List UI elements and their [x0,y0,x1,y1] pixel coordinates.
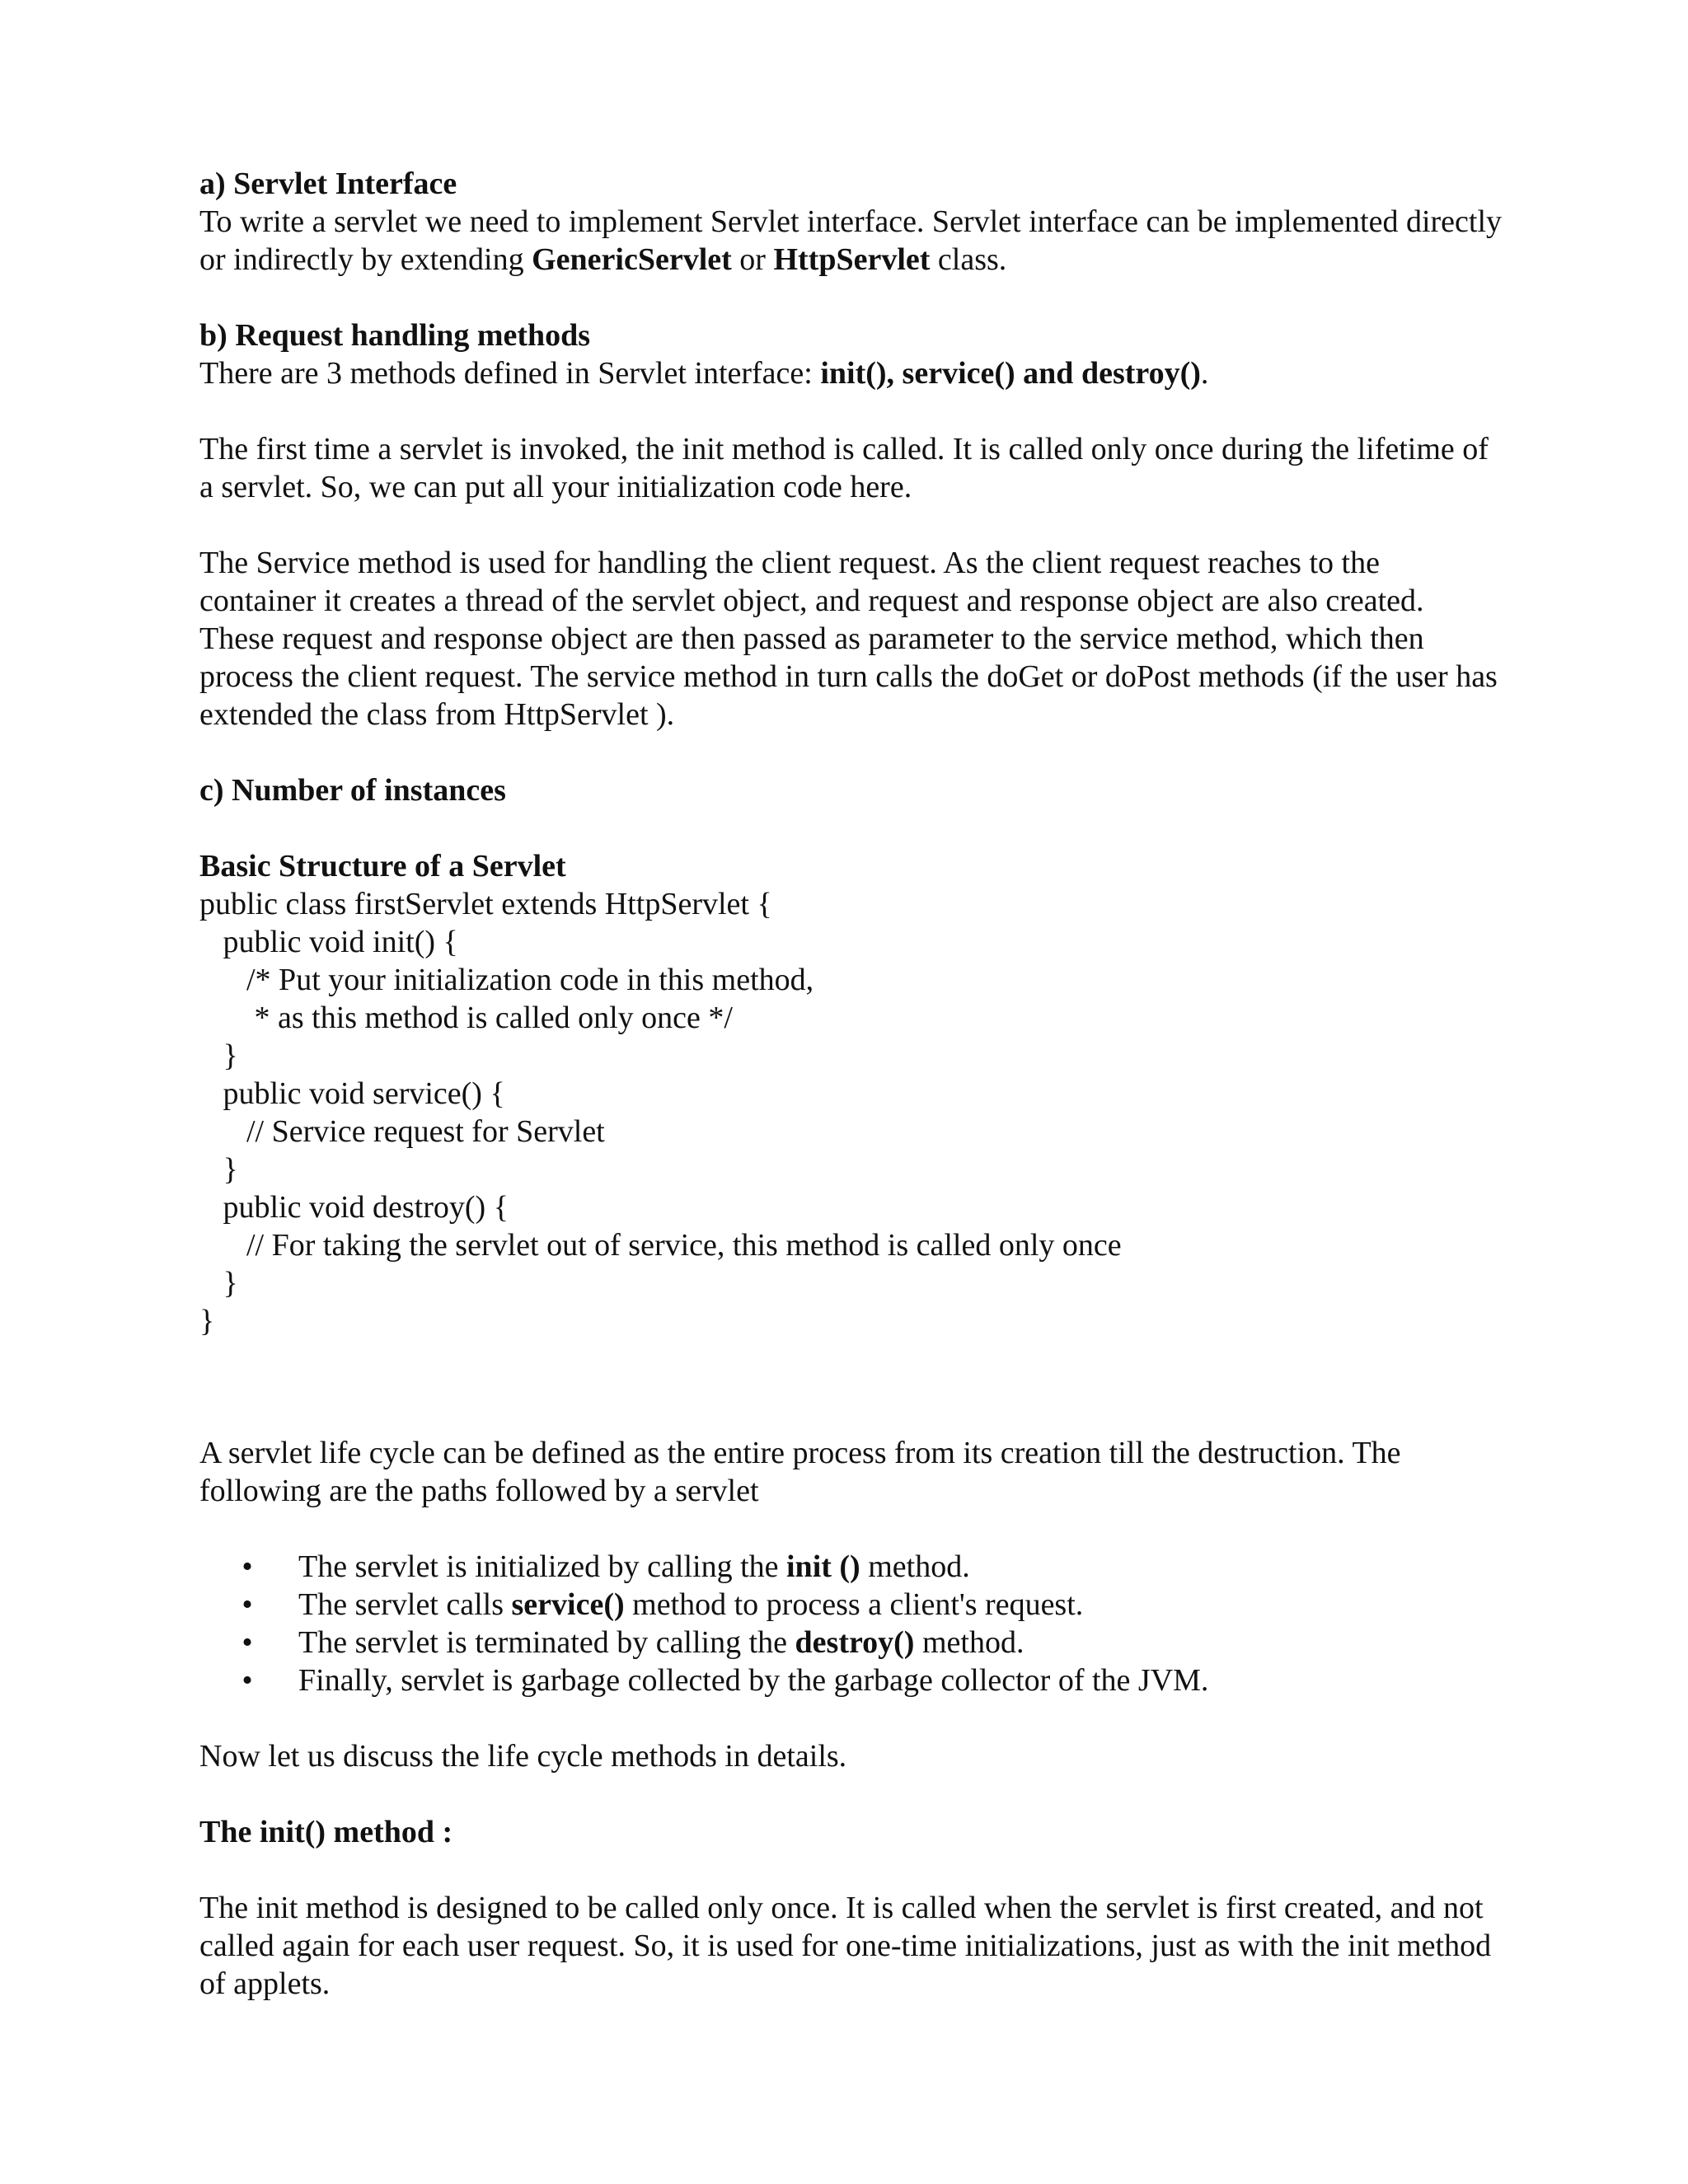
text-span: The servlet is terminated by calling the [298,1625,795,1660]
heading-basic-structure: Basic Structure of a Servlet [199,849,566,883]
text-span: There are 3 methods defined in Servlet interface: [199,356,821,391]
spacer [199,1510,1502,1548]
text-span: method to process a client's request. [624,1587,1084,1622]
code-line: public class firstServlet extends HttpServlet { [199,887,772,921]
document-page [199,165,1502,2003]
text-span: . [1200,356,1209,391]
paragraph-init-invoked: The first time a servlet is invoked, the init method is called. It is called only once during the lifetime of a servlet. So, we can put all your initialization code here. [199,432,1489,504]
list-item [199,1661,1502,1699]
bold-methods-list: init(), service() and destroy() [820,356,1201,391]
spacer [199,279,1502,316]
code-line: } [199,1038,238,1073]
spacer [199,733,1502,771]
spacer [199,1775,1502,1813]
code-line: } [199,1152,238,1187]
code-line: public void init() { [199,925,458,959]
code-line: /* Put your initialization code in this method, [199,963,814,997]
spacer [199,392,1502,430]
code-line: public void destroy() { [199,1190,509,1225]
bold-method-name: init () [786,1549,860,1584]
bullet-icon: • [241,1587,253,1622]
code-line: // Service request for Servlet [199,1114,605,1149]
bullet-icon: • [241,1625,253,1660]
paragraph-service-method: The Service method is used for handling the client request. As the client request reaches to the container it creates a thread of the servlet object, and request and response object are also created. These request and response object are then passed as parameter to the service method, which then process the client request. The service method in turn calls the doGet or doPost methods (if the user has extended the class from HttpServlet ). [199,546,1498,732]
paragraph-discuss: Now let us discuss the life cycle methods in details. [199,1739,847,1774]
code-line: // For taking the servlet out of service, this method is called only once [199,1228,1122,1263]
bold-generic-servlet: GenericServlet [532,242,732,277]
spacer [199,1340,1502,1434]
paragraph-request-handling [199,354,1502,392]
text-span: To write a servlet we need to implement Servlet interface. Servlet interface can be implemented directly or indirectly by extending [199,204,1503,277]
lifecycle-list [199,1548,1502,1699]
bold-method-name: destroy() [795,1625,915,1660]
code-line: * as this method is called only once */ [199,1001,733,1035]
heading-request-handling: b) Request handling methods [199,318,591,353]
bold-http-servlet: HttpServlet [773,242,931,277]
text-span: The servlet is initialized by calling the [298,1549,786,1584]
text-span: or [731,242,774,277]
bold-method-name: service() [511,1587,625,1622]
heading-servlet-interface: a) Servlet Interface [199,166,457,201]
code-line: } [199,1266,238,1301]
text-span: method. [860,1549,970,1584]
text-span: class. [930,242,1007,277]
code-line: } [199,1304,215,1338]
text-span: Finally, servlet is garbage collected by the garbage collector of the JVM. [298,1663,1209,1698]
spacer [199,506,1502,544]
spacer [199,809,1502,847]
spacer [199,1699,1502,1737]
list-item [199,1624,1502,1661]
list-item [199,1586,1502,1624]
paragraph-lifecycle-intro: A servlet life cycle can be defined as the entire process from its creation till the destruction. The following are the paths followed by a servlet [199,1436,1401,1508]
code-block [199,885,1502,1340]
heading-init-method: The init() method : [199,1815,453,1849]
text-span: The servlet calls [298,1587,512,1622]
code-line: public void service() { [199,1076,505,1111]
paragraph-init-method: The init method is designed to be called only once. It is called when the servlet is first created, and not called again for each user request. So, it is used for one-time initializations, just as with the init method of applets. [199,1891,1492,2001]
bullet-icon: • [241,1663,253,1698]
bullet-icon: • [241,1549,253,1584]
text-span: method. [914,1625,1025,1660]
heading-number-of-instances: c) Number of instances [199,773,506,808]
spacer [199,1851,1502,1889]
list-item [199,1548,1502,1586]
paragraph-servlet-interface [199,203,1502,279]
